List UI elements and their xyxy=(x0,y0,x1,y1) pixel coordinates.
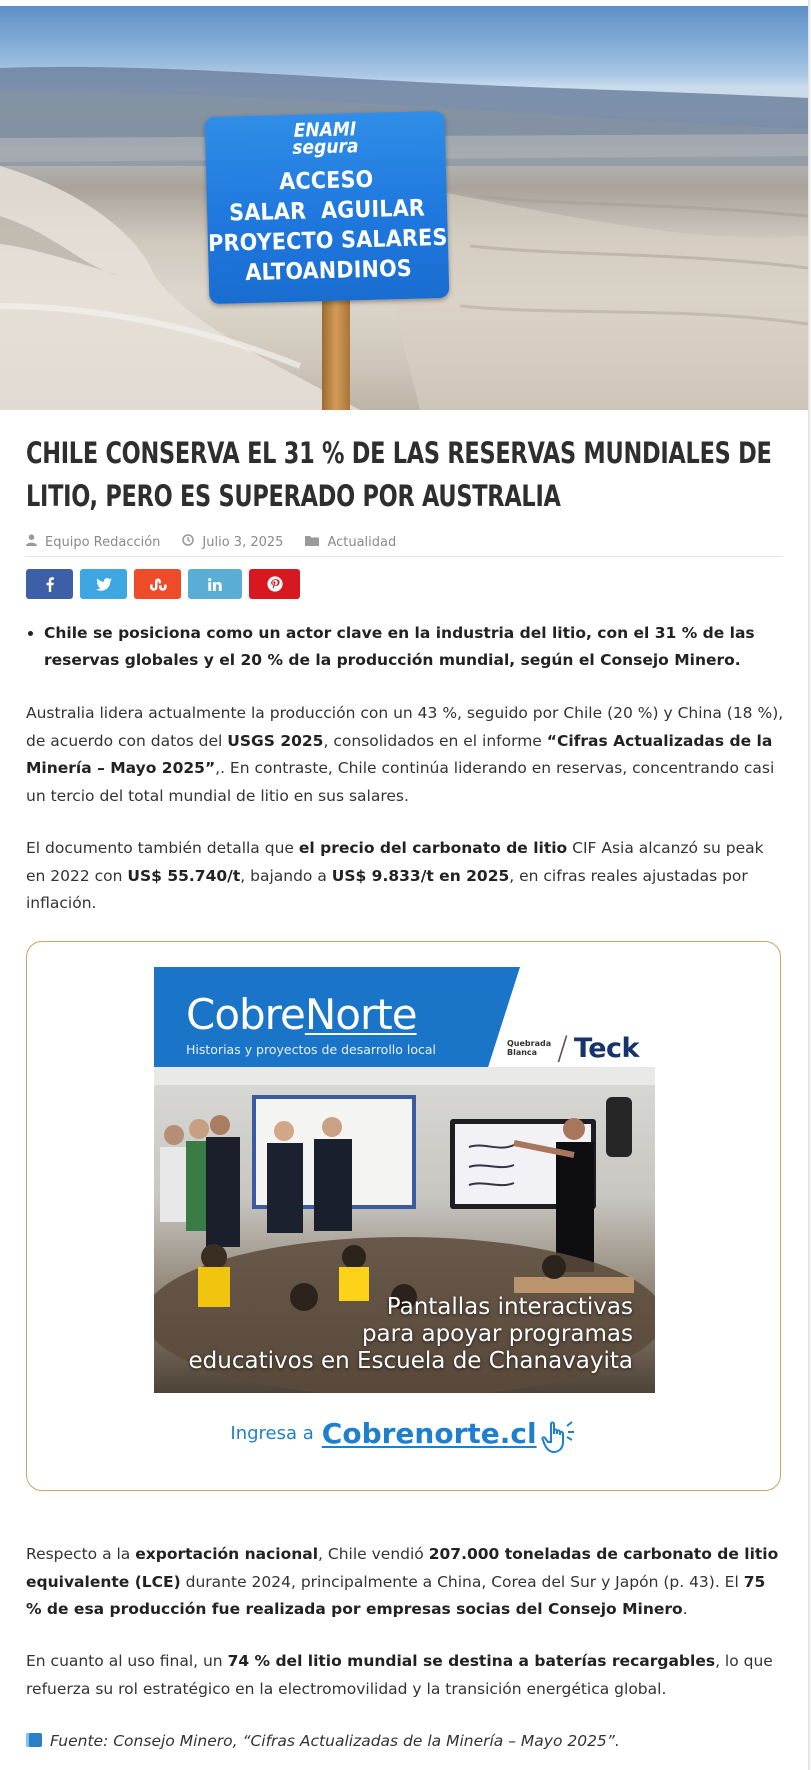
partner-subtitle: Quebrada Blanca xyxy=(507,1039,552,1057)
clock-icon xyxy=(182,534,194,550)
facebook-icon xyxy=(46,577,54,592)
paragraph-1: Australia lidera actualmente la producción con un 43 %, seguido por Chile (20 %) y China (18 %), de acuerdo con datos del USGS 2025, consolidados en el informe “Cifras Actualizadas de la Minería – Mayo 2025”,. En contraste, Chile continúa liderando en reservas, concentrando casi un tercio del total mundial de litio en sus salares. xyxy=(26,704,784,805)
article-meta xyxy=(26,531,418,553)
user-icon xyxy=(26,534,37,550)
pinterest-icon xyxy=(267,576,283,592)
share-facebook-button[interactable] xyxy=(26,569,73,599)
teck-logo: Teck xyxy=(573,1032,640,1064)
share-linkedin-button[interactable] xyxy=(188,569,242,599)
article-title: CHILE CONSERVA EL 31 % DE LAS RESERVAS MUNDIALES DE LITIO, PERO ES SUPERADO POR AUSTRALIA xyxy=(26,436,772,513)
sign-post xyxy=(322,296,350,410)
ad-partner-logo: Quebrada Blanca / Teck xyxy=(507,1029,640,1067)
meta-divider xyxy=(26,556,782,557)
ad-tagline: Historias y proyectos de desarrollo local xyxy=(186,1042,437,1057)
ad-brand-logo: CobreNorte xyxy=(186,990,417,1039)
ad-creative[interactable] xyxy=(154,967,655,1465)
paragraph-2: El documento también detalla que el precio del carbonato de litio CIF Asia alcanzó su peak en 2022 con US$ 55.740/t, bajando a US$ 9.833/t en 2025, en cifras reales ajustadas por inflación. xyxy=(26,839,764,912)
sign-logo: ENAMI segura xyxy=(292,118,359,159)
ad-caption: Pantallas interactivas para apoyar programas educativos en Escuela de Chanavayita xyxy=(188,1294,633,1374)
share-twitter-button[interactable] xyxy=(80,569,127,599)
paragraph-4: En cuanto al uso final, un 74 % del litio mundial se destina a baterías recargables, lo que refuerza su rol estratégico en la electromovilidad y la transición energética global. xyxy=(26,1652,773,1698)
ad-banner[interactable] xyxy=(26,941,781,1491)
cobrenorte-link[interactable]: Cobrenorte.cl xyxy=(321,1416,537,1450)
paragraph-3: Respecto a la exportación nacional, Chile vendió 207.000 toneladas de carbonato de litio equivalente (LCE) durante 2024, principalmente a China, Corea del Sur y Japón (p. 43). El 75 % de esa producción fue realizada por empresas socias del Consejo Minero. xyxy=(26,1545,779,1618)
share-stumbleupon-button[interactable] xyxy=(134,569,181,599)
hero-image xyxy=(0,6,808,410)
key-point: • Chile se posiciona como un actor clave en la industria del litio, con el 31 % de las reservas globales y el 20 % de la producción mundial, según el Consejo Minero. xyxy=(44,620,789,674)
twitter-icon xyxy=(96,578,112,591)
key-point-list xyxy=(26,620,789,674)
hero-sign xyxy=(205,111,450,304)
pointer-hand-icon xyxy=(541,1420,579,1458)
meta-date: Julio 3, 2025 xyxy=(182,534,283,550)
folder-icon xyxy=(305,535,319,550)
share-bar xyxy=(26,569,307,599)
ad-cta[interactable]: Ingresa a Cobrenorte.cl xyxy=(154,1413,655,1453)
linkedin-icon xyxy=(208,578,222,591)
ad-classroom-photo xyxy=(154,1067,655,1393)
stumbleupon-icon xyxy=(149,578,167,591)
source-note: Fuente: Consejo Minero, “Cifras Actualizadas de la Minería – Mayo 2025”. xyxy=(26,1728,786,1755)
share-pinterest-button[interactable] xyxy=(249,569,300,599)
book-icon xyxy=(26,1733,42,1747)
sign-text: ACCESO SALAR AGUILAR PROYECTO SALARES ALTOANDINOS xyxy=(207,166,448,287)
meta-category[interactable]: Actualidad xyxy=(305,535,396,550)
meta-author[interactable]: Equipo Redacción xyxy=(26,534,160,550)
